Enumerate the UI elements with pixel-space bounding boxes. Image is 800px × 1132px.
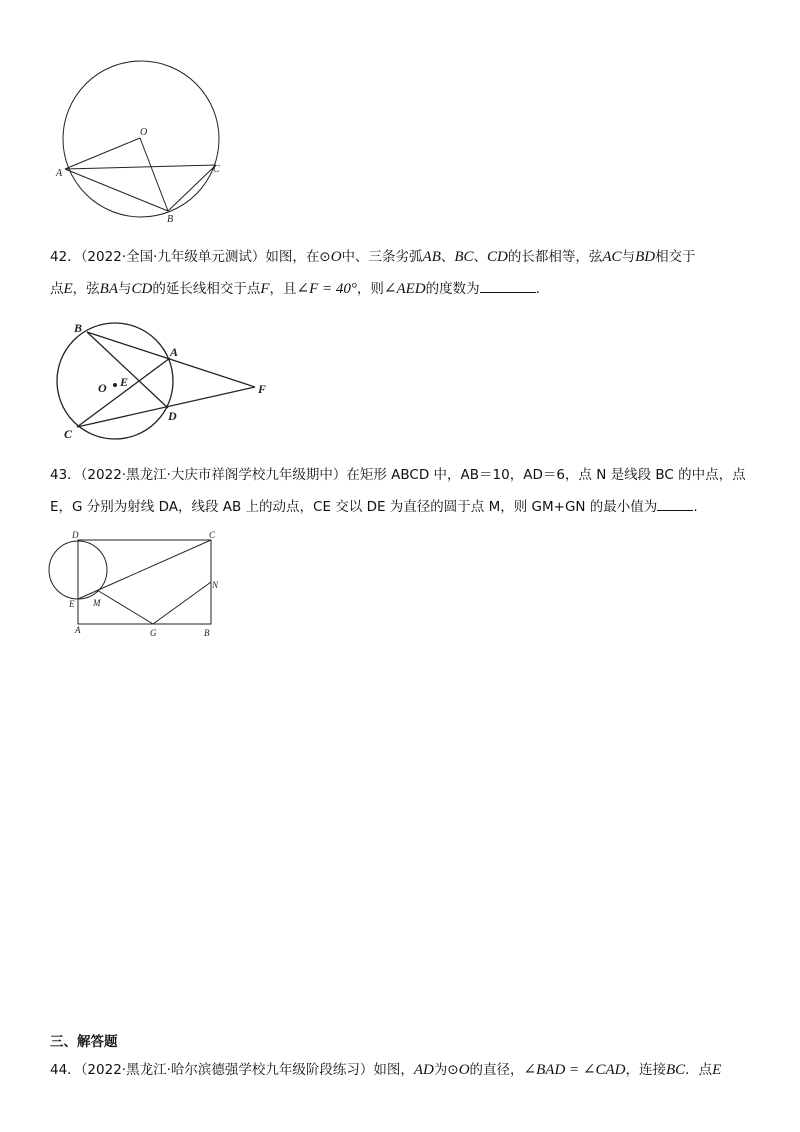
label-b3: B <box>204 628 210 638</box>
center-dot <box>113 383 117 387</box>
label-e2: E <box>120 375 129 389</box>
q42-text: 与 <box>621 249 636 265</box>
q44-e: E <box>712 1062 722 1078</box>
rectangle-abcd <box>78 540 211 624</box>
segment-oa <box>65 138 140 169</box>
q42-chord-ba: BA <box>99 281 118 297</box>
label-c: C <box>213 164 220 175</box>
segment-bc <box>168 165 216 211</box>
segment-mg <box>97 590 153 624</box>
q42-source: （2022·全国·九年级单元测试）如图，在 <box>80 249 320 265</box>
segment-ob <box>140 138 168 211</box>
q42-chord-cd: CD <box>131 281 153 297</box>
q42-text: 与 <box>118 281 132 297</box>
label-g3: G <box>150 628 157 638</box>
q42-text: ，且 <box>269 281 297 297</box>
q42-text: 的长都相等，弦 <box>507 249 603 265</box>
q42-text: 点 <box>50 281 64 297</box>
q44-source: （2022·黑龙江·哈尔滨德强学校九年级阶段练习）如图， <box>80 1062 414 1078</box>
label-a2: A <box>170 345 179 359</box>
q42-line-2 <box>50 278 750 299</box>
q44-text: 为 <box>433 1062 448 1078</box>
q44-number: 44． <box>50 1062 81 1078</box>
q42-text: 、 <box>473 249 488 265</box>
q42-point-e: E <box>63 281 73 297</box>
q43-end: . <box>693 499 698 515</box>
segment-bf <box>87 332 255 387</box>
q44-text: 的直径， <box>469 1062 524 1078</box>
q44-text: ．点 <box>685 1062 713 1078</box>
figure-circle-oabc <box>50 55 240 230</box>
q43-answer-blank[interactable] <box>657 496 693 511</box>
circle-symbol: ⊙ <box>319 249 331 265</box>
q44-ad: AD <box>413 1062 434 1078</box>
q44-line-1 <box>50 1060 750 1080</box>
q42-text: ，则 <box>356 281 384 297</box>
figure-circle-abcdef <box>50 315 280 445</box>
q42-text: 中、三条劣弧 <box>341 249 423 265</box>
q44-o: O <box>458 1062 470 1078</box>
q42-arc-cd: CD <box>487 249 508 265</box>
q42-angle-f: ∠F = 40° <box>296 281 357 297</box>
q42-chord-ac: AC <box>602 249 622 265</box>
circle-symbol: ⊙ <box>447 1062 459 1078</box>
q44-text: ，连接 <box>625 1062 666 1078</box>
q42-text: 、 <box>440 249 455 265</box>
label-m3: M <box>93 598 101 608</box>
segment-gn <box>153 582 211 624</box>
q42-arc-ab: AB <box>422 249 441 265</box>
label-o2: O <box>98 381 107 395</box>
label-b2: B <box>74 321 83 335</box>
q42-answer-blank[interactable] <box>480 278 536 293</box>
q42-number: 42． <box>50 249 81 265</box>
label-a3: A <box>75 625 81 635</box>
q42-angle-aed: ∠AED <box>383 281 426 297</box>
label-o: O <box>140 127 148 138</box>
figure-rectangle-abcd <box>45 528 225 643</box>
q43-line-1: 43．（2022·黑龙江·大庆市祥阁学校九年级期中）在矩形 ABCD 中，AB＝10，AD＝6，点 N 是线段 BC 的中点，点 <box>50 467 746 483</box>
label-a: A <box>56 168 63 179</box>
q42-text: 相交于 <box>655 249 696 265</box>
label-b: B <box>167 214 174 225</box>
circle-o2 <box>57 323 173 439</box>
label-c2: C <box>64 427 73 441</box>
q44-angles: ∠BAD = ∠CAD <box>523 1062 626 1078</box>
label-d3: D <box>72 530 79 540</box>
section-heading: 三、解答题 <box>50 1034 118 1050</box>
label-n3: N <box>212 580 219 590</box>
q43-line-2 <box>50 496 750 517</box>
q42-line-1 <box>50 247 750 267</box>
label-e3: E <box>69 599 75 609</box>
q42-text: ，弦 <box>72 281 100 297</box>
q42-point-f: F <box>260 281 270 297</box>
label-c3: C <box>209 530 216 540</box>
q43-line-2-text: E，G 分别为射线 DA，线段 AB 上的动点，CE 交以 DE 为直径的圆于点 M，则 GM+GN 的最小值为 <box>50 499 658 515</box>
q42-end: . <box>535 281 540 297</box>
q42-arc-bc: BC <box>454 249 474 265</box>
segment-ab <box>65 169 168 211</box>
label-f2: F <box>258 382 267 396</box>
q42-chord-bd: BD <box>635 249 656 265</box>
circle-o <box>63 61 219 217</box>
q44-bc: BC <box>665 1062 686 1078</box>
q42-o: O <box>330 249 342 265</box>
q42-text: 的延长线相交于点 <box>152 281 261 297</box>
q42-text: 的度数为 <box>425 281 480 297</box>
segment-ac <box>65 165 216 169</box>
label-d2: D <box>168 409 177 423</box>
segment-bd <box>87 332 168 408</box>
